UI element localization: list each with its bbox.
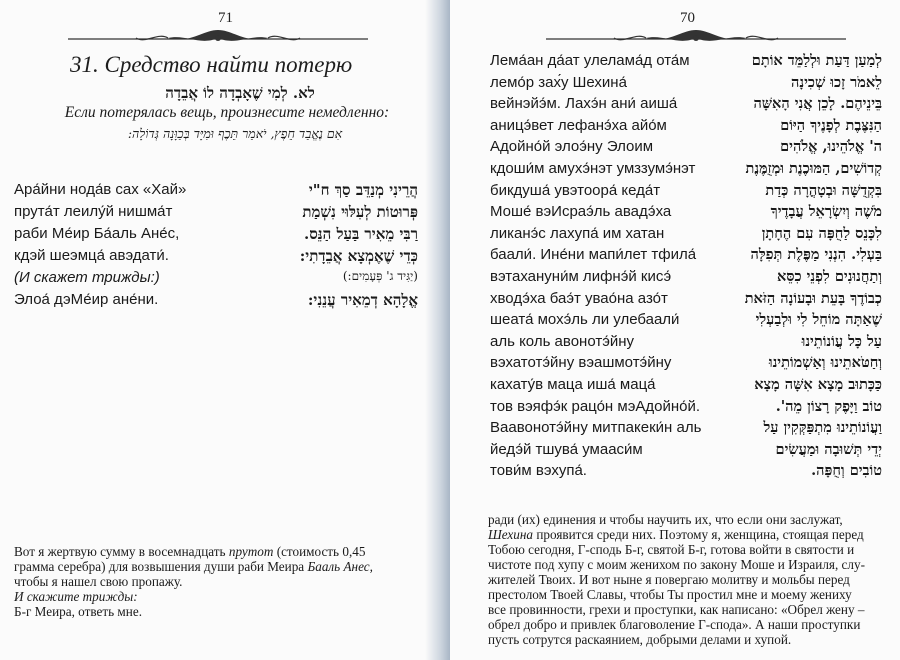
translation-term: прутот <box>228 544 274 559</box>
prayer-translit: кдоши́м амухэ́нэт умззумэ́нэт <box>490 160 696 177</box>
translation-text: Вот я жертвую сумму в восемнадцать <box>14 544 229 559</box>
prayer-translit: йедэ́й тшува́ умааси́м <box>490 440 643 458</box>
translation-text: проявится среди них. Поэтому я, женщина, стоящая перед <box>533 527 864 542</box>
prayer-line <box>450 311 900 333</box>
prayer-hebrew: וַעֲוֹנוֹתֵינוּ מִתְפַּקְּקִין עַל <box>763 419 882 437</box>
prayer-hebrew: קְדוֹשִׁים, הַמּוּכֶנֶת וּמְזֻמֶּנֶת <box>745 160 882 177</box>
prayer-translit: Элоа́ дэМе́ир ане́ни. <box>14 291 159 308</box>
translation-block <box>14 544 416 619</box>
translation-text: (стоимость 0,45 <box>273 544 366 559</box>
section-title-hebrew: לא. לְמִי שֶׁאָבְדָה לוֹ אֲבֵדָה <box>165 84 315 102</box>
translation-text: ради (их) единения и чтобы научить их, что если они заслужат, <box>488 512 843 527</box>
prayer-hebrew: (יַגִּיד ג' פְּעָמִים:) <box>342 269 418 283</box>
prayer-translit: Ваавонотэ́йну митпакеки́н аль <box>490 419 702 437</box>
prayer-translit: хводэ́ха баэ́т увао́на азо́т <box>490 289 668 307</box>
left-page-number: 71 <box>218 10 233 26</box>
prayer-hebrew: לִכָּנֵס לַחֻפָּה עִם הֶחָתָן <box>761 224 882 242</box>
prayer-line <box>450 74 900 96</box>
prayer-hebrew: בִּקְדֻשָּׁה וּבְטָהֳרָה כְּדַת <box>765 181 882 199</box>
prayer-translit: вэтахануни́м лифнэ́й кисэ́ <box>490 268 672 285</box>
prayer-hebrew: וְחַטֹּאתֵינוּ וְאַשְׁמוֹתֵינוּ <box>768 354 882 372</box>
prayer-translit: шеата́ мохэ́ль ли улебаали́ <box>490 311 680 329</box>
prayer-line <box>450 52 900 74</box>
section-title: 31. Средство найти потерю <box>70 52 353 77</box>
prayer-translit: Адойно́й элоэ́ну Элоим <box>490 138 654 156</box>
prayer-translit: прута́т леилу́й нишма́т <box>14 203 173 220</box>
instruction-hebrew: אִם נֶאֱבַד חֵפֶץ, יֹאמַר תֵּכֶף וּמִיָּד בְּכַוָּנָה גְּדוֹלָה: <box>127 126 343 141</box>
translation-block <box>488 512 888 647</box>
prayer-hebrew: טוֹבִים וְחֻפָּה. <box>811 462 882 480</box>
prayer-hebrew: לֵאמֹר זָכוּ שְׁכִינָה <box>791 73 882 91</box>
right-page-number: 70 <box>680 10 695 26</box>
prayer-line <box>450 441 900 463</box>
prayer-hebrew: רַבִּי מֵאִיר בַּעַל הַנֵּס. <box>303 225 418 243</box>
prayer-hebrew: ה' אֱלֹהֵינוּ, אֱלֹהִים <box>780 138 882 156</box>
prayer-hebrew: שֶׁאַתָּה מוֹחֵל לִי וּלְבַעְלִי <box>755 311 882 329</box>
prayer-hebrew: עַל כָּל עֲוֹנוֹתֵינוּ <box>801 332 882 350</box>
translation-instruction: И скажите трижды: <box>14 589 138 604</box>
prayer-line <box>450 398 900 420</box>
prayer-hebrew: אֱלָהָא דְמֵאִיר עֲנֵנִי: <box>307 291 418 309</box>
left-page <box>0 0 440 660</box>
prayer-line <box>450 117 900 139</box>
translation-text: обрел добро и привлек благоволение Г-сподa». А наши проступки <box>488 617 861 632</box>
prayer-translit: вейнэйэ́м. Лахэ́н ани́ аиша́ <box>490 95 678 113</box>
prayer-line <box>0 225 418 247</box>
prayer-translit: кахату́в мацa иша́ маца́ <box>490 376 656 393</box>
prayer-line <box>450 354 900 376</box>
prayer-line <box>0 269 418 291</box>
prayer-translit: бикдуша́ увэтоора́ кеда́т <box>490 181 661 199</box>
prayer-line <box>450 290 900 312</box>
prayer-line <box>450 419 900 441</box>
prayer-line <box>450 268 900 290</box>
translation-text: Б-г Меира, ответь мне. <box>14 604 142 619</box>
translation-text: Тобою сегодня, Г-сподь Б-г, святой Б-г, готова войти в святости и <box>488 542 855 557</box>
prayer-line <box>450 182 900 204</box>
prayer-hebrew: פְּרוּטוֹת לְעִלּוּי נִשְׁמַת <box>302 203 418 221</box>
prayer-translit: баали́. Ине́ни мапи́лет тфила́ <box>490 246 697 264</box>
prayer-hebrew: כְבוֹדֶךָ בָּעֵת וּבָעוֹנָה הַזֹּאת <box>744 289 882 307</box>
prayer-hebrew: הַנִּצֶּבֶת לְפָנֶיךָ הַיּוֹם <box>780 116 882 134</box>
ornament-divider-icon <box>68 26 368 48</box>
prayer-hebrew: בַּעְלִי. הִנְנִי מַפֶּלֶת תְּפִלָּה <box>750 246 882 264</box>
prayer-translit: раби Ме́ир Ба́аль Ане́с, <box>14 225 180 242</box>
prayer-hebrew: הֲרֵינִי מְנַדֵּב סַךְ ח"י <box>308 181 418 199</box>
prayer-hebrew: בֵּינֵיהֶם. לָכֵן אֲנִי הָאִשָּׁה <box>753 95 882 113</box>
prayer-line <box>450 138 900 160</box>
prayer-translit: Ара́йни нода́в сах «Хай» <box>14 181 187 198</box>
prayer-hebrew: כְּדֵי שֶׁאֶמְצָא אֲבֵדָתִי: <box>299 247 418 265</box>
prayer-hebrew: כַּכָּתוּב מָצָא אִשָּׁה מָצָא <box>754 376 882 393</box>
prayer-line <box>450 333 900 355</box>
translation-text: все провинности, грехи и проступки, как написано: «Обрел жену – <box>488 602 865 617</box>
prayer-line <box>450 376 900 398</box>
instruction-text: Если потерялась вещь, произнесите немедленно: <box>64 104 390 121</box>
right-page <box>450 0 900 660</box>
prayer-translit: кдэй шеэмца́ авэдати́. <box>14 247 169 264</box>
prayer-translit: аль коль авонотэ́йну <box>490 332 635 350</box>
prayer-hebrew: לְמַעַן דַּעַת וּלְלַמֵּד אוֹתָם <box>751 52 882 69</box>
prayer-line <box>0 291 418 313</box>
prayer-translit: тов вэяфэ́к рацо́н мэАдойно́й. <box>490 397 700 415</box>
prayer-translit: ликанэ́с лахупа́ им хатан <box>490 224 665 242</box>
translation-text: престолом Твоей Славы, чтобы Ты простил мне и моему жениху <box>488 587 852 602</box>
prayer-hebrew: יְדֵי תְּשׁוּבָה וּמַעֲשִׂים <box>775 440 882 458</box>
prayer-translit: (И скажет трижды:) <box>14 269 160 286</box>
translation-term: Бааль Анес, <box>307 559 373 574</box>
prayer-translit: лемо́р зах́у Шехина́ <box>490 73 627 91</box>
prayer-line <box>450 95 900 117</box>
prayer-line <box>0 247 418 269</box>
prayer-translit: вэхатотэ́йну вэашмотэ́йну <box>490 354 672 372</box>
translation-term: Шехина <box>488 527 534 542</box>
prayer-line <box>450 203 900 225</box>
translation-text: чтобы я нашел свою пропажу. <box>14 574 183 589</box>
prayer-hebrew: טוֹב וַיָּפֶק רָצוֹן מֵה'. <box>775 397 882 415</box>
prayer-translit: аницэ́вет лефанэ́ха айо́м <box>490 116 667 134</box>
prayer-translit: Моше́ вэИсраэ́ль авадэ́ха <box>490 203 672 221</box>
prayer-translit: Лема́ан да́ат улелама́д ота́м <box>490 52 690 69</box>
prayer-hebrew: וְתַחֲנוּנִים לִפְנֵי כִסֵּא <box>776 268 882 285</box>
prayer-line <box>0 203 418 225</box>
translation-text: пусть сотрутся раскаянием, добрыми делами и хупой. <box>488 632 792 647</box>
translation-text: чистоте под хупу с моим женихом по закону Моше и Израиля, слу- <box>488 557 865 572</box>
prayer-line <box>450 462 900 484</box>
prayer-line <box>450 160 900 182</box>
prayer-line <box>450 225 900 247</box>
ornament-divider-icon <box>546 26 846 48</box>
prayer-line <box>450 246 900 268</box>
prayer-hebrew: מֹשֶׁה וְיִשְׂרָאֵל עֲבָדֶיךָ <box>770 203 882 221</box>
prayer-line <box>0 181 418 203</box>
prayer-translit: тови́м вэхупа́. <box>490 462 587 480</box>
translation-text: жителей Твоих. И вот ныне я повергаю молитву и мольбы перед <box>488 572 850 587</box>
translation-text: грамма серебра) для возвышения души раби Меира <box>14 559 308 574</box>
